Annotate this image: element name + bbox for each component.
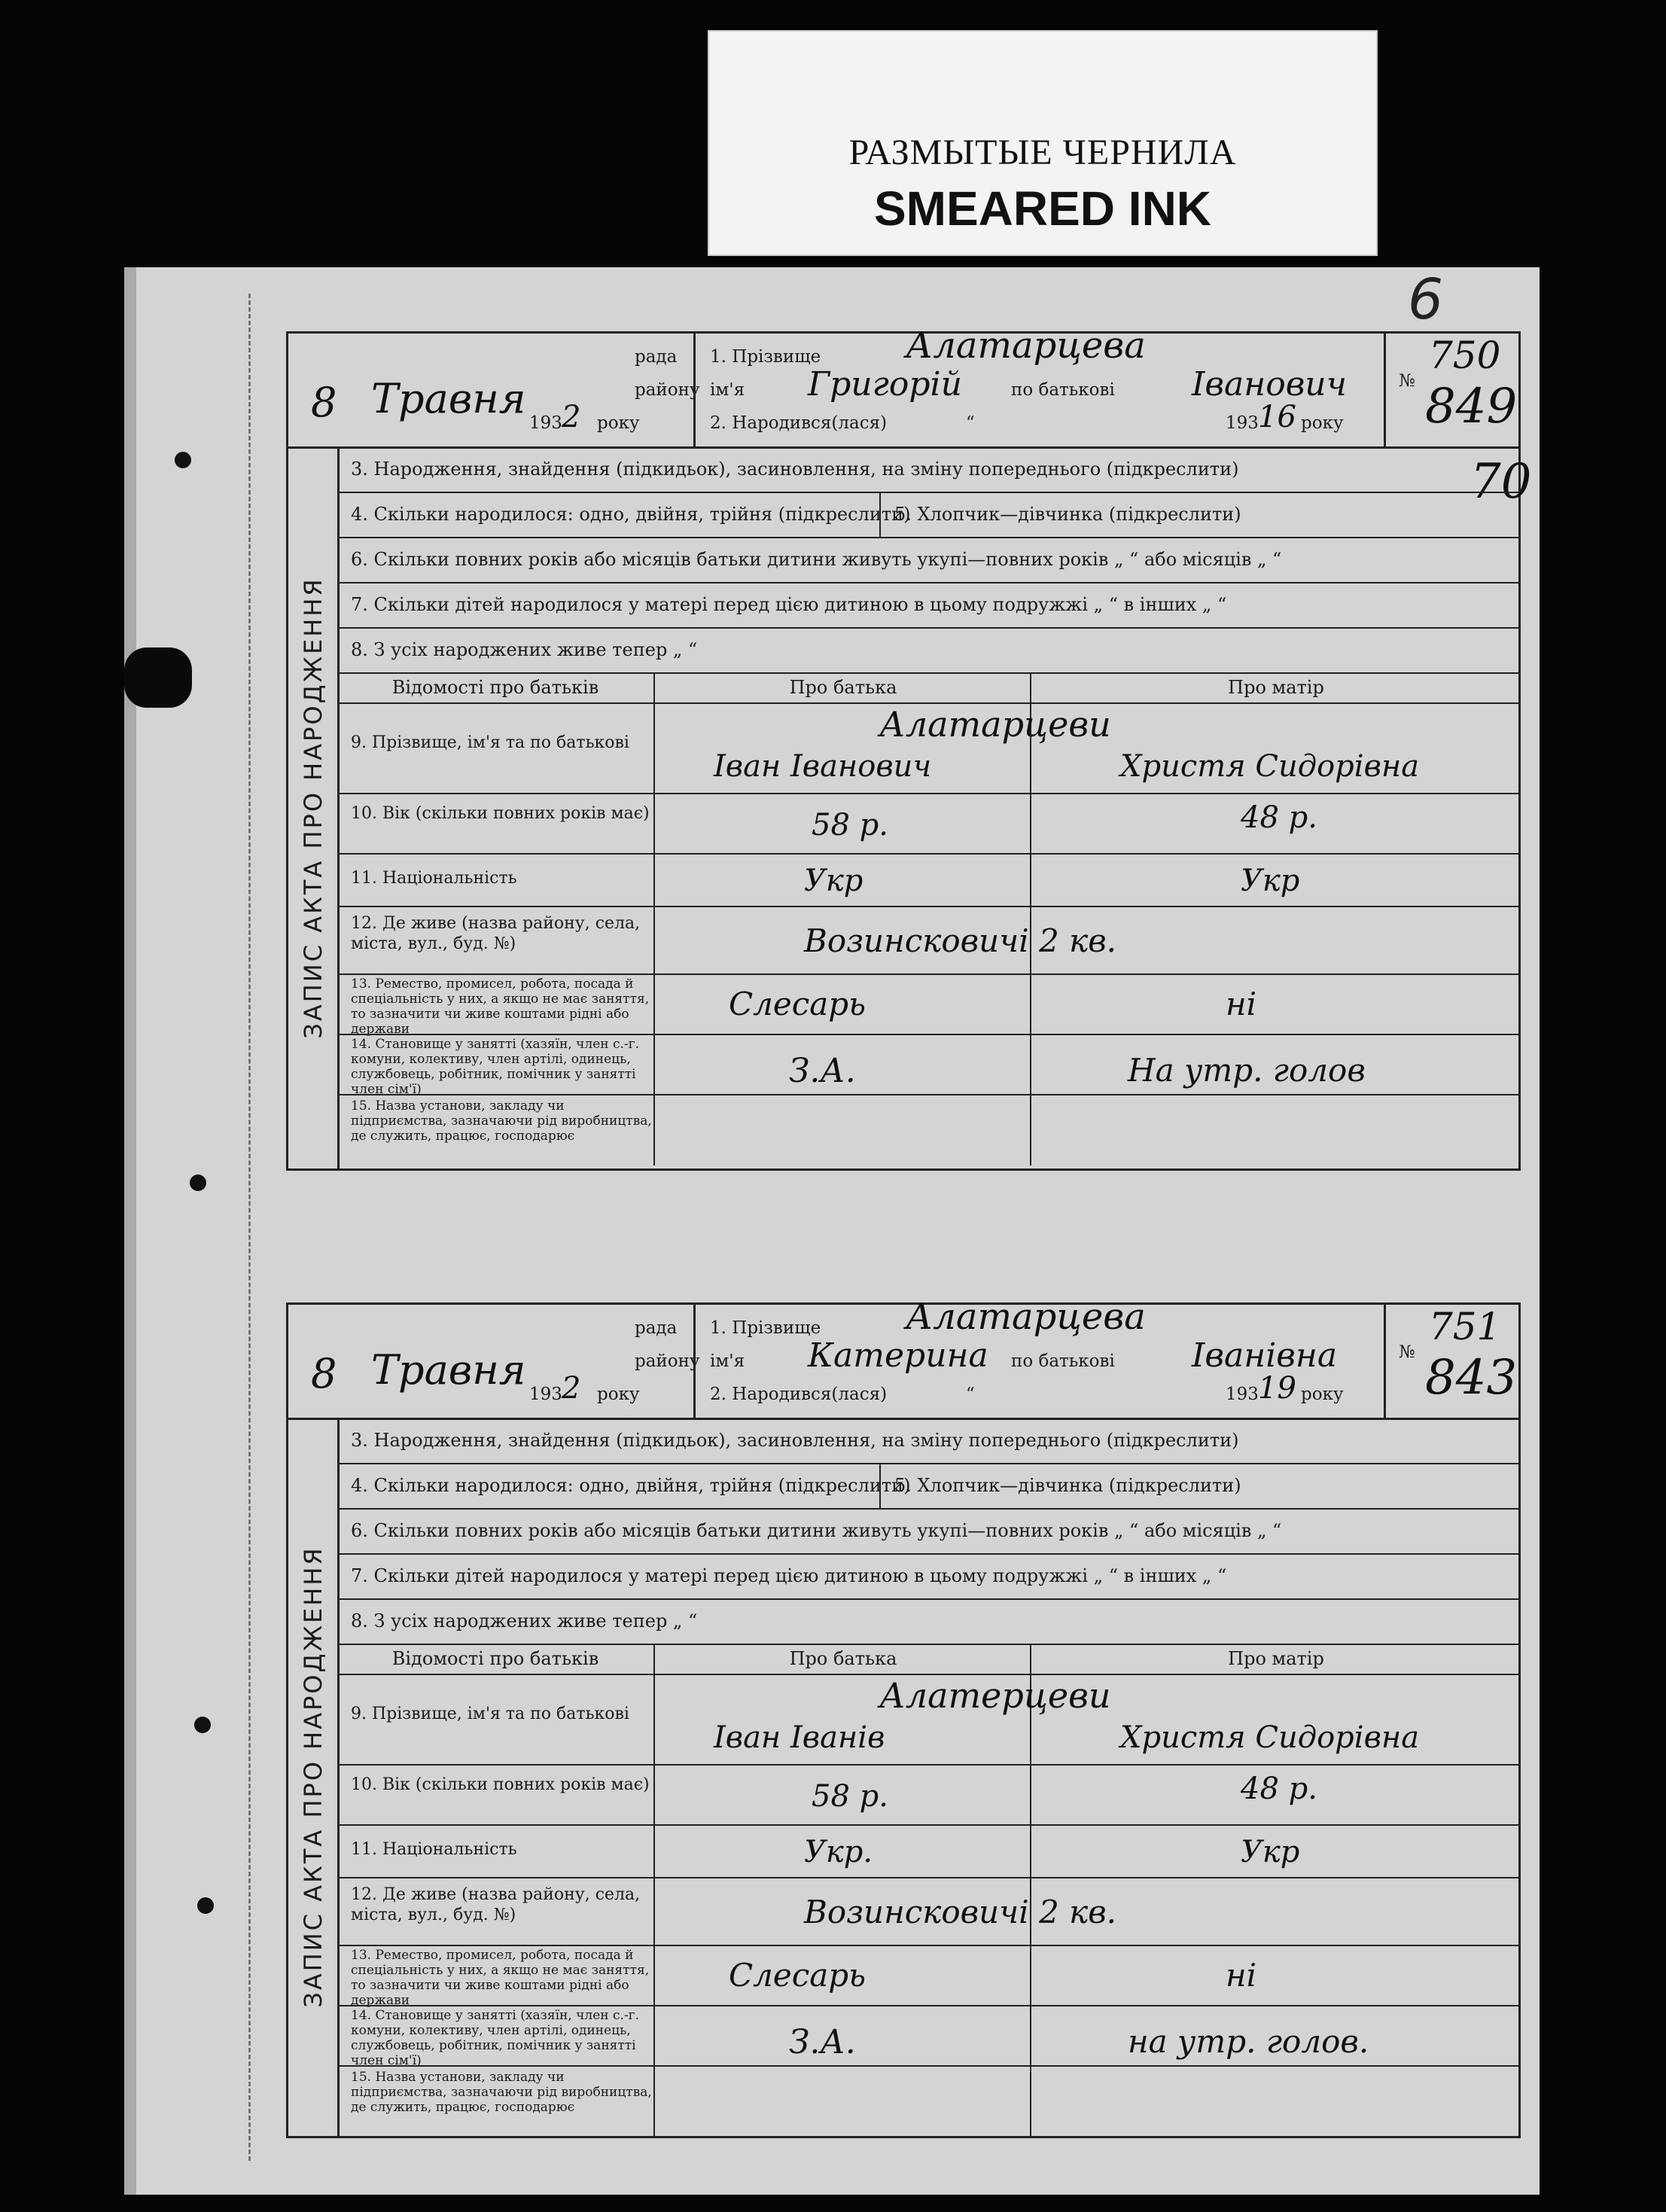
mother-q13-cell — [1030, 1945, 1518, 2005]
mother-nationality: Укр — [1241, 864, 1300, 898]
parents-header-row — [337, 1644, 1518, 1675]
mother-age: 48 р. — [1241, 1772, 1317, 1806]
mother-trade: ні — [1226, 1957, 1257, 1994]
q2-born-label: 2. Народився(лася) — [710, 1385, 888, 1404]
rada-label: рада — [635, 347, 678, 367]
row-q12 — [337, 906, 1518, 975]
q4-label: 4. Скільки народилося: одно, двійня, трійня (підкреслити) — [351, 1475, 911, 1496]
q1-surname-label: 1. Прізвище — [710, 1318, 821, 1338]
q7-label: 7. Скільки дітей народилося у матері перед цією дитиною в цьому подружжі „ “ в інших „ “ — [351, 1565, 1227, 1586]
q10-label: 10. Вік (скільки повних років має) — [351, 804, 650, 823]
col-father-cell — [653, 1644, 1031, 1674]
record-number-top: 751 — [1429, 1305, 1501, 1348]
parents-surname: Алатарцеви — [879, 704, 1111, 745]
child-patronymic: Іванович — [1192, 365, 1348, 404]
q2-born-label: 2. Народився(лася) — [710, 413, 888, 433]
row-q3 — [337, 446, 1518, 493]
birth-record-1 — [286, 324, 1532, 1171]
father-status: З.А. — [789, 1052, 856, 1090]
reg-year-digit: 2 — [562, 1371, 581, 1406]
row-q10 — [337, 1764, 1518, 1826]
col-info-header: Відомості про батьків — [391, 677, 599, 698]
q5-label: 5. Хлопчик—дівчинка (підкреслити) — [894, 1475, 1241, 1496]
q7-label: 7. Скільки дітей народилося у матері перед цією дитиною в цьому подружжі „ “ в інших „ “ — [351, 594, 1227, 615]
father-trade: Слесарь — [729, 986, 867, 1022]
row-q10 — [337, 793, 1518, 855]
q5-cell — [879, 1463, 1241, 1508]
father-trade: Слесарь — [729, 1957, 867, 1994]
record-header — [288, 324, 1518, 449]
col-mother-cell — [1030, 1644, 1518, 1674]
q8-label: 8. З усіх народжених живе тепер „ “ — [351, 639, 698, 660]
father-age: 58 р. — [812, 808, 888, 842]
birth-year-prefix: 193 — [1226, 413, 1259, 433]
q15-label: 15. Назва установи, закладу чи підприємства, зазначаючи рід виробництва, де служить, працює, господарює — [351, 1098, 652, 1144]
header-divider — [693, 334, 696, 446]
child-name: Катерина — [808, 1336, 988, 1375]
mother-nationality: Укр — [1241, 1835, 1300, 1869]
roku2-label: року — [1301, 1385, 1344, 1404]
child-patronymic: Іванівна — [1192, 1336, 1338, 1375]
mother-q15-cell — [1030, 2065, 1518, 2137]
reg-year-prefix: 193 — [529, 1385, 562, 1404]
birth-year-digits: 19 — [1258, 1371, 1296, 1406]
row-q15 — [337, 2065, 1518, 2137]
row-q8 — [337, 627, 1518, 674]
address: Возинсковичі 2 кв. — [804, 922, 1117, 959]
mother-status: На утр. голов — [1128, 1052, 1366, 1089]
row-q6 — [337, 1508, 1518, 1555]
patronymic-label: по батькові — [1011, 380, 1115, 400]
birth-record-2 — [286, 1296, 1521, 2138]
row-q9 — [337, 1674, 1518, 1766]
q3-label: 3. Народження, знайдення (підкидьок), засиновлення, на зміну попереднього (підкреслити) — [351, 1430, 1239, 1451]
col-mother-header: Про матір — [1228, 1648, 1324, 1669]
father-nationality: Укр. — [804, 1835, 873, 1869]
row-q13 — [337, 1945, 1518, 2006]
mother-age: 48 р. — [1241, 800, 1317, 835]
page-number: 6 — [1408, 267, 1444, 332]
father-q15-cell — [653, 1094, 1031, 1165]
father-q15-cell — [653, 2065, 1031, 2137]
header-divider — [1384, 1305, 1386, 1418]
parents-surname: Алатерцеви — [879, 1675, 1111, 1716]
row-q6 — [337, 537, 1518, 583]
binding-hole — [175, 452, 191, 468]
reg-month: Травня — [371, 1346, 526, 1394]
q6-label: 6. Скільки повних років або місяців батьки дитини живуть укупі—повних років „ “ або місяців „ “ — [351, 549, 1282, 570]
q13-label: 13. Ремество, промисел, робота, посада й спеціальність у них, а якщо не має заняття, то зазначити чи живе коштами рідні або держави — [351, 1948, 650, 2008]
patronymic-label: по батькові — [1011, 1351, 1115, 1371]
reg-year-digit: 2 — [562, 400, 581, 434]
rayonu-label: району — [635, 380, 700, 400]
row-q11 — [337, 853, 1518, 907]
header-divider — [1384, 334, 1386, 446]
side-title: ЗАПИС АКТА ПРО НАРОДЖЕННЯ — [298, 1546, 327, 2008]
smeared-ink-label-card — [708, 30, 1378, 256]
row-q11 — [337, 1824, 1518, 1878]
q4-label: 4. Скільки народилося: одно, двійня, трійня (підкреслити) — [351, 504, 911, 525]
col-father-header: Про батька — [789, 677, 897, 698]
reg-day: 8 — [311, 379, 337, 426]
reg-day: 8 — [311, 1350, 337, 1397]
q11-label: 11. Національність — [351, 869, 517, 888]
row-q8 — [337, 1598, 1518, 1645]
col-father-cell — [653, 672, 1031, 702]
q12-label: 12. Де живе (назва району, села, міста, вул., буд. №) — [351, 1885, 641, 1924]
row-q15 — [337, 1094, 1518, 1165]
q12-label: 12. Де живе (назва району, села, міста, вул., буд. №) — [351, 914, 641, 953]
q9-label: 9. Прізвище, ім'я та по батькові — [351, 1705, 629, 1723]
q15-label: 15. Назва установи, закладу чи підприємства, зазначаючи рід виробництва, де служить, працює, господарює — [351, 2070, 652, 2115]
row-q7 — [337, 1553, 1518, 1600]
mother-q13-cell — [1030, 973, 1518, 1034]
child-name: Григорій — [808, 365, 962, 404]
rada-label: рада — [635, 1318, 678, 1338]
col-father-header: Про батька — [789, 1648, 897, 1669]
side-title-column — [288, 446, 340, 1168]
number-label: № — [1399, 371, 1415, 391]
page-perforation — [248, 294, 251, 2161]
q1-surname-label: 1. Прізвище — [710, 347, 821, 367]
record-number-bottom: 843 — [1425, 1350, 1518, 1406]
mother-name: Христя Сидорівна — [1120, 749, 1420, 784]
reg-year-prefix: 193 — [529, 413, 562, 433]
q2-quote: “ — [966, 1385, 975, 1404]
q11-label: 11. Національність — [351, 1840, 517, 1859]
q2-quote: “ — [966, 413, 975, 433]
reg-month: Травня — [371, 375, 526, 422]
q14-label: 14. Становище у занятті (хазяїн, член с.-г. комуни, колективу, член артілі, одинець, службовець, робітник, помічник у занятті член сім'ї) — [351, 1037, 639, 1097]
row-q4-q5 — [337, 492, 1518, 538]
q8-label: 8. З усіх народжених живе тепер „ “ — [351, 1610, 698, 1632]
label-russian: РАЗМЫТЫЕ ЧЕРНИЛА — [848, 133, 1237, 172]
record-header — [288, 1296, 1518, 1420]
binding-hole — [197, 1897, 214, 1914]
row-q13 — [337, 973, 1518, 1035]
row-q4-q5 — [337, 1463, 1518, 1510]
father-status: З.А. — [789, 2023, 856, 2061]
row-q14 — [337, 1034, 1518, 1095]
binding-hole — [190, 1175, 206, 1191]
row-q14 — [337, 2005, 1518, 2067]
record-number-bottom: 849 — [1425, 379, 1518, 434]
row-q9 — [337, 702, 1518, 794]
birth-year-digits: 16 — [1258, 400, 1296, 434]
side-title-column — [288, 1418, 340, 2136]
rayonu-label: району — [635, 1351, 700, 1371]
mother-status: на утр. голов. — [1128, 2023, 1369, 2060]
roku-label: року — [597, 1385, 640, 1404]
q3-label: 3. Народження, знайдення (підкидьок), засиновлення, на зміну попереднього (підкреслити) — [351, 459, 1239, 480]
q5-label: 5. Хлопчик—дівчинка (підкреслити) — [894, 504, 1241, 525]
row-q3 — [337, 1418, 1518, 1464]
child-surname: Алатарцева — [906, 324, 1146, 367]
mother-trade: ні — [1226, 986, 1257, 1022]
mother-q15-cell — [1030, 1094, 1518, 1165]
father-name: Іван Іванів — [714, 1720, 885, 1755]
col-mother-header: Про матір — [1228, 677, 1324, 698]
birth-year-prefix: 193 — [1226, 1385, 1259, 1404]
father-nationality: Укр — [804, 864, 863, 898]
name-label: ім'я — [710, 380, 745, 400]
row-q12 — [337, 1877, 1518, 1946]
q9-label: 9. Прізвище, ім'я та по батькові — [351, 733, 629, 752]
col-info-header: Відомості про батьків — [391, 1648, 599, 1669]
q14-label: 14. Становище у занятті (хазяїн, член с.-г. комуни, колективу, член артілі, одинець, службовець, робітник, помічник у занятті член сім'ї) — [351, 2008, 639, 2068]
margin-mark: 70 — [1470, 454, 1532, 510]
child-surname: Алатарцева — [906, 1296, 1146, 1338]
parents-header-row — [337, 672, 1518, 704]
father-name: Іван Іванович — [714, 749, 932, 784]
address: Возинсковичі 2 кв. — [804, 1894, 1117, 1930]
roku2-label: року — [1301, 413, 1344, 433]
q6-label: 6. Скільки повних років або місяців батьки дитини живуть укупі—повних років „ “ або місяців „ “ — [351, 1520, 1282, 1541]
number-label: № — [1399, 1342, 1415, 1362]
header-divider — [693, 1305, 696, 1418]
mother-name: Христя Сидорівна — [1120, 1720, 1420, 1755]
side-title: ЗАПИС АКТА ПРО НАРОДЖЕННЯ — [298, 576, 327, 1039]
binding-string — [124, 647, 192, 708]
row-q7 — [337, 582, 1518, 629]
binding-hole — [194, 1717, 211, 1733]
col-mother-cell — [1030, 672, 1518, 702]
label-english: SMEARED INK — [873, 181, 1212, 236]
father-age: 58 р. — [812, 1779, 888, 1814]
q13-label: 13. Ремество, промисел, робота, посада й спеціальність у них, а якщо не має заняття, то зазначити чи живе коштами рідні або держави — [351, 977, 650, 1037]
q5-cell — [879, 492, 1241, 537]
q10-label: 10. Вік (скільки повних років має) — [351, 1775, 650, 1794]
roku-label: року — [597, 413, 640, 433]
name-label: ім'я — [710, 1351, 745, 1371]
record-number-top: 750 — [1429, 334, 1501, 377]
